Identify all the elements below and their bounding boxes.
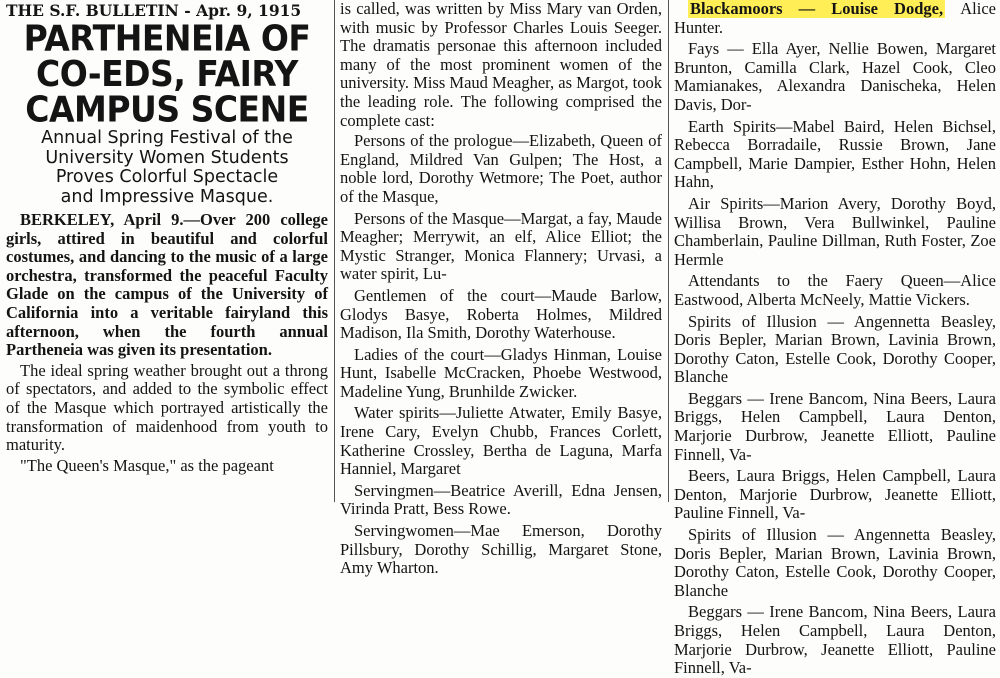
article-dateline: BERKELEY, April 9.	[20, 210, 184, 229]
cast-entry-earth-spirits: Earth Spirits—Mabel Baird, Helen Bichsel, Rebecca Borradaile, Russie Brown, Jane Campbell, Marie Dampier, Esther Hohn, Helen Hahn,	[674, 116, 996, 192]
cast-entry-beggars: Beggars — Irene Bancom, Nina Beers, Laura Briggs, Helen Campbell, Laura Denton, Marjorie Durbrow, Jeanette Elliott, Pauline Finnell, Va-	[674, 388, 996, 464]
column-3	[674, 0, 996, 678]
cast-entry-beggars-repeat-2: Beggars — Irene Bancom, Nina Beers, Laura Briggs, Helen Campbell, Laura Denton, Marjorie Durbrow, Jeanette Elliott, Pauline Finnell, Va-	[674, 602, 996, 678]
cast-entry-servingmen: Servingmen—Beatrice Averill, Edna Jensen, Virinda Pratt, Bess Rowe.	[340, 480, 662, 519]
headline-line: CO-EDS, FAIRY	[36, 52, 298, 95]
article-body-col3	[674, 0, 996, 678]
cast-entry-spirits-of-illusion: Spirits of Illusion — Angennetta Beasley, Doris Bepler, Marian Brown, Lavinia Brown, Dorothy Caton, Estelle Cook, Dorothy Cooper, Blanche	[674, 311, 996, 387]
cast-entry-masque: Persons of the Masque—Margat, a fay, Maude Meagher; Merrywit, an elf, Alice Elliot; the Mystic Stranger, Monica Flannery; Urvasi, a water spirit, Lu-	[340, 208, 662, 284]
dateline: THE S.F. BULLETIN - Apr. 9, 1915	[6, 1, 302, 20]
column-divider	[334, 0, 335, 502]
headline-line: PARTHENEIA OF	[23, 16, 311, 59]
cast-entry-prologue: Persons of the prologue—Elizabeth, Queen of England, Mildred Van Gulpen; The Host, a noble lord, Dorothy Wetmore; The Poet, author of the Masque,	[340, 131, 662, 206]
article-paragraph: "The Queen's Masque," as the pageant	[20, 455, 274, 475]
cast-entry-beggars-repeat: Beers, Laura Briggs, Helen Campbell, Laura Denton, Marjorie Durbrow, Jeanette Elliott, Pauline Finnell, Va-	[674, 466, 996, 523]
cast-entry-attendants: Attendants to the Faery Queen—Alice Eastwood, Alberta McNeely, Mattie Vickers.	[674, 271, 996, 309]
cast-entry-blackamoors	[674, 0, 996, 37]
article-paragraph: is called, was written by Miss Mary van Orden, with music by Professor Charles Louis Seeger. The dramatis personae this afternoon included many of the most prominent women of the university. Miss Maud Meagher, as Margot, took the leading role. The following comprised the complete cast:	[340, 0, 662, 130]
cast-entry-text: Alice Hunter.	[674, 0, 996, 37]
column-1	[6, 0, 328, 502]
subheadline-line: Annual Spring Festival of the	[41, 128, 293, 148]
column-divider	[668, 0, 669, 502]
cast-entry-spirits-of-illusion-repeat: Spirits of Illusion — Angennetta Beasley, Doris Bepler, Marian Brown, Lavinia Brown, Dorothy Caton, Estelle Cook, Dorothy Cooper, Blanche	[674, 525, 996, 600]
subheadline-line: University Women Students	[45, 147, 289, 168]
cast-entry-water-spirits: Water spirits—Juliette Atwater, Emily Basye, Irene Cary, Evelyn Chubb, Frances Corlett, Katherine Crossley, Bertha de Laguna, Marfa Hanniel, Margaret	[340, 403, 662, 479]
cast-entry-fays: Fays — Ella Ayer, Nellie Bowen, Margaret Brunton, Camilla Clark, Hazel Cook, Cleo Mamianakes, Alexandra Danischeka, Helen Davis, Dor-	[674, 39, 996, 114]
headline-line: CAMPUS SCENE	[25, 88, 309, 131]
subheadline-line: Proves Colorful Spectacle	[55, 167, 279, 187]
article-lead: —Over 200 college girls, attired in beautiful and colorful costumes, and dancing to the music of a large orchestra, transformed the peaceful Faculty Glade on the campus of the University of California into a veritable fairyland this afternoon, when the fourth annual Partheneia was given its presentation.	[6, 210, 328, 360]
subheadline-line: and Impressive Masque.	[60, 186, 274, 207]
cast-entry-gentlemen: Gentlemen of the court—Maude Barlow, Glodys Basye, Roberta Holmes, Mildred Madison, Ila Smith, Dorothy Waterhouse.	[340, 285, 662, 343]
highlighted-text: Blackamoors — Louise Dodge,	[690, 0, 944, 18]
subheadline	[6, 129, 328, 207]
article-paragraph: The ideal spring weather brought out a throng of spectators, and added to the symbolic effect of the Masque which portrayed artistically the transformation of maidenhood from youth to maturity.	[6, 360, 328, 455]
headline	[6, 16, 328, 131]
cast-entry-servingwomen: Servingwomen—Mae Emerson, Dorothy Pillsbury, Dorothy Schillig, Margaret Stone, Amy Wharton.	[340, 521, 662, 578]
column-2	[340, 0, 662, 578]
cast-entry-air-spirits: Air Spirits—Marion Avery, Dorothy Boyd, Willisa Brown, Vera Bullwinkel, Pauline Chamberlain, Pauline Dillman, Ruth Foster, Zoe Hermle	[674, 193, 996, 269]
article-body-col1	[6, 211, 328, 475]
article-paragraph	[6, 211, 328, 360]
article-body-col2	[340, 0, 662, 578]
cast-entry-ladies: Ladies of the court—Gladys Hinman, Louise Hunt, Isabelle McCracken, Phoebe Westwood, Madeline Yung, Brunhilde Zwicker.	[340, 344, 662, 401]
